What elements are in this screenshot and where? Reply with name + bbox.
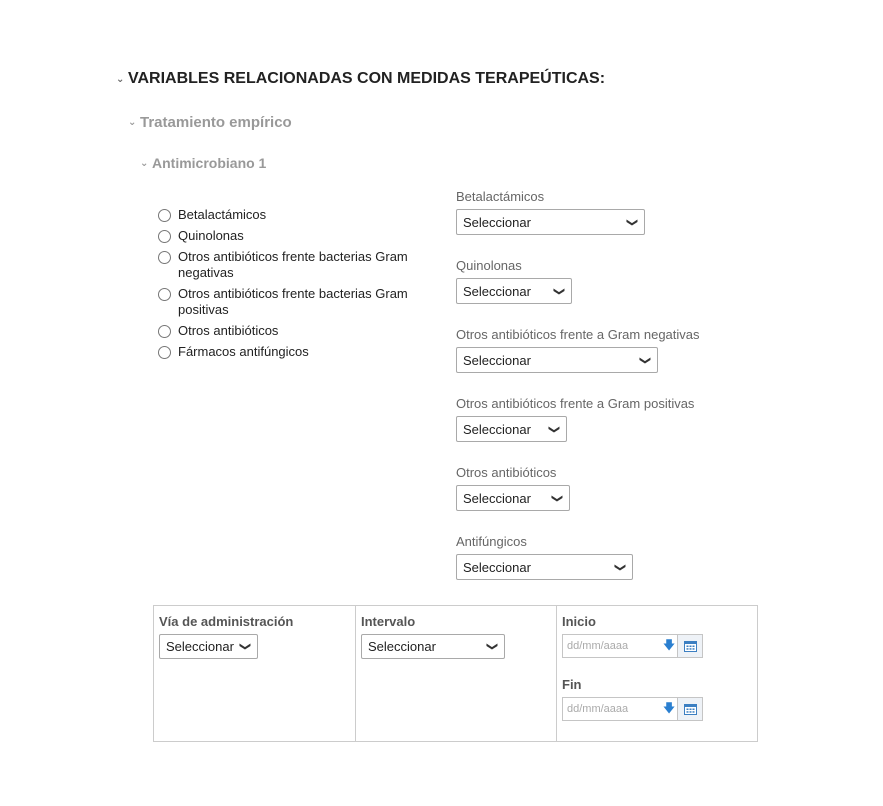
- radio-label: Betalactámicos: [178, 207, 267, 222]
- gram-negativas-field: [456, 327, 700, 373]
- via-select[interactable]: [159, 634, 258, 659]
- otros-antibioticos-select[interactable]: [456, 485, 570, 511]
- antifungicos-field: [456, 534, 633, 580]
- section-header[interactable]: [116, 70, 605, 88]
- caret-down-icon: ❯: [613, 562, 626, 572]
- gram-positivas-field: [456, 396, 694, 442]
- via-cell: [154, 606, 356, 741]
- select-value: Seleccionar: [463, 214, 531, 230]
- fin-label: Fin: [562, 677, 582, 692]
- calendar-button[interactable]: [677, 635, 702, 657]
- radio-option-quinolonas[interactable]: [158, 228, 428, 244]
- radio-label: Otros antibióticos frente bacterias Gram positivas: [178, 286, 408, 317]
- group-title: Antimicrobiano 1: [152, 155, 267, 171]
- intervalo-cell: [356, 606, 557, 741]
- field-label: Quinolonas: [456, 258, 522, 273]
- radio-option-gram-negativas[interactable]: [158, 249, 428, 281]
- radio-button[interactable]: [158, 251, 171, 264]
- inicio-label: Inicio: [562, 614, 596, 629]
- chevron-down-icon: ⌄: [140, 157, 149, 169]
- caret-down-icon: ❯: [485, 641, 498, 652]
- field-label: Betalactámicos: [456, 189, 545, 204]
- field-label: Otros antibióticos frente a Gram positivas: [456, 396, 695, 411]
- fin-date-input[interactable]: [562, 697, 703, 721]
- caret-down-icon: ❯: [547, 424, 560, 434]
- caret-down-icon: ❯: [552, 286, 565, 296]
- subsection-title: Tratamiento empírico: [140, 114, 292, 131]
- quinolonas-field: [456, 258, 572, 304]
- field-label: Otros antibióticos frente a Gram negativas: [456, 327, 700, 342]
- calendar-button[interactable]: [677, 698, 702, 720]
- antifungicos-select[interactable]: [456, 554, 633, 580]
- arrow-down-icon[interactable]: 🡇: [662, 700, 676, 715]
- select-value: Seleccionar: [463, 490, 531, 506]
- radio-button[interactable]: [158, 230, 171, 243]
- via-label: Vía de administración: [159, 614, 294, 629]
- radio-option-antifungicos[interactable]: [158, 344, 428, 360]
- radio-label: Otros antibióticos frente bacterias Gram negativas: [178, 249, 408, 280]
- gram-negativas-select[interactable]: [456, 347, 658, 373]
- caret-down-icon: ❯: [550, 493, 563, 503]
- radio-button[interactable]: [158, 288, 171, 301]
- date-placeholder: dd/mm/aaaa: [567, 640, 629, 652]
- radio-option-betalactamicos[interactable]: [158, 207, 428, 223]
- arrow-down-icon[interactable]: 🡇: [662, 637, 676, 652]
- field-label: Otros antibióticos: [456, 465, 557, 480]
- chevron-down-icon: ⌄: [128, 117, 137, 128]
- caret-down-icon: ❯: [625, 217, 638, 227]
- select-value: Seleccionar: [368, 639, 436, 654]
- antimicrobial-type-radio-group: [158, 207, 428, 365]
- quinolonas-select[interactable]: [456, 278, 572, 304]
- intervalo-label: Intervalo: [361, 614, 416, 629]
- radio-button[interactable]: [158, 325, 171, 338]
- select-value: Seleccionar: [463, 283, 531, 299]
- subsection-header[interactable]: [128, 114, 292, 131]
- section-title: VARIABLES RELACIONADAS CON MEDIDAS TERAPEÚTICAS:: [128, 70, 606, 87]
- gram-positivas-select[interactable]: [456, 416, 567, 442]
- field-label: Antifúngicos: [456, 534, 527, 549]
- betalactamicos-field: [456, 189, 645, 235]
- betalactamicos-select[interactable]: [456, 209, 645, 235]
- caret-down-icon: ❯: [238, 641, 251, 652]
- group-header[interactable]: [140, 155, 266, 171]
- select-value: Seleccionar: [463, 352, 531, 368]
- select-value: Seleccionar: [463, 559, 531, 575]
- calendar-icon: [684, 640, 697, 652]
- fechas-cell: [557, 606, 757, 741]
- administration-table: [153, 605, 758, 742]
- radio-button[interactable]: [158, 346, 171, 359]
- select-value: Seleccionar: [463, 421, 531, 437]
- radio-label: Otros antibióticos: [178, 323, 279, 338]
- date-placeholder: dd/mm/aaaa: [567, 703, 629, 715]
- radio-label: Fármacos antifúngicos: [178, 344, 309, 359]
- chevron-down-icon: ⌄: [116, 73, 125, 85]
- inicio-date-input[interactable]: [562, 634, 703, 658]
- select-value: Seleccionar: [166, 639, 234, 654]
- radio-button[interactable]: [158, 209, 171, 222]
- caret-down-icon: ❯: [638, 355, 651, 365]
- radio-option-gram-positivas[interactable]: [158, 286, 428, 318]
- calendar-icon: [684, 703, 697, 715]
- intervalo-select[interactable]: [361, 634, 505, 659]
- otros-antibioticos-field: [456, 465, 570, 511]
- radio-label: Quinolonas: [178, 228, 244, 243]
- radio-option-otros-antibioticos[interactable]: [158, 323, 428, 339]
